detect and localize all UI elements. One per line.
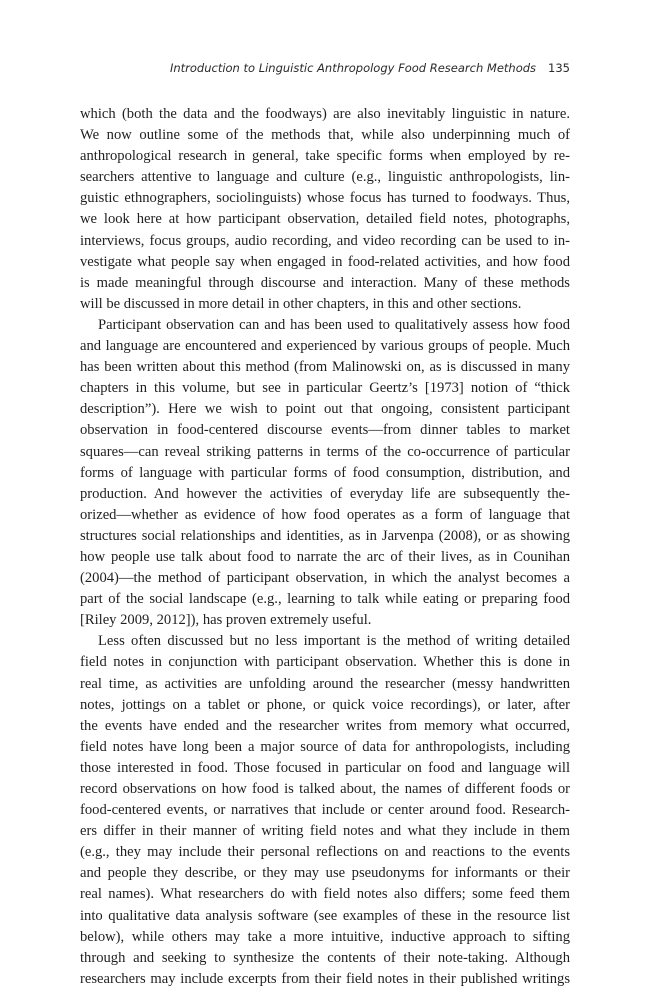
running-head — [80, 60, 570, 76]
text-line: field notes in conjunction with participant observation. Whether this is done in — [80, 654, 570, 671]
paragraph — [80, 631, 570, 990]
text-line: squares—can reveal striking patterns in terms of the co-occurrence of particular — [80, 443, 570, 460]
text-line: has been written about this method (from Malinowski on, as is discussed in many — [80, 359, 570, 376]
text-line: real names). What researchers do with field notes also differs; some feed them — [80, 886, 570, 903]
text-line: guistic ethnographers, sociolinguists) whose focus has turned to foodways. Thus, — [80, 190, 570, 207]
text-line: part of the social landscape (e.g., learning to talk while eating or preparing food — [80, 591, 570, 608]
text-line: the events have ended and the researcher writes from memory what occurred, — [80, 717, 570, 734]
text-line: food-centered events, or narratives that include or center around food. Research- — [80, 802, 570, 819]
text-line: is made meaningful through discourse and interaction. Many of these methods — [80, 274, 570, 291]
text-line: through and seeking to synthesize the contents of their note-taking. Although — [80, 949, 570, 966]
text-line: how people use talk about food to narrate the arc of their lives, as in Counihan — [80, 548, 570, 565]
text-line: (2004)—the method of participant observation, in which the analyst becomes a — [80, 570, 570, 587]
text-line: We now outline some of the methods that, while also underpinning much of — [80, 127, 570, 144]
running-head-title: Introduction to Linguistic Anthropology Food Research Methods — [169, 61, 537, 75]
text-line: real time, as activities are unfolding around the researcher (messy handwritten — [80, 675, 570, 692]
body-text — [80, 104, 570, 990]
text-line: anthropological research in general, take specific forms when employed by re- — [80, 148, 570, 165]
text-line: we look here at how participant observation, detailed field notes, photographs, — [80, 211, 570, 228]
text-line: record observations on how food is talked about, the names of different foods or — [80, 781, 570, 797]
text-line: into qualitative data analysis software (see examples of these in the resource list — [80, 907, 570, 924]
paragraph — [80, 104, 570, 315]
text-line: Participant observation can and has been used to qualitatively assess how food — [98, 316, 570, 333]
text-line: notes, jottings on a tablet or phone, or quick voice recordings), or later, after — [80, 696, 570, 713]
text-line: below), while others may take a more intuitive, inductive approach to sifting — [80, 928, 570, 945]
page-number: 135 — [548, 61, 570, 75]
text-line: vestigate what people say when engaged in food-related activities, and how food — [80, 253, 570, 270]
text-line: forms of language with particular forms of food consumption, distribution, and — [80, 464, 570, 481]
text-line: orized—whether as evidence of how food operates as a form of language that — [80, 506, 570, 523]
text-line: those interested in food. Those focused in particular on food and language will — [80, 759, 570, 776]
text-line: which (both the data and the foodways) are also inevitably linguistic in nature. — [80, 106, 570, 122]
text-line: ers differ in their manner of writing field notes and what they include in them — [80, 823, 570, 840]
paragraph — [80, 315, 570, 631]
text-line: production. And however the activities of everyday life are subsequently the- — [80, 485, 570, 502]
text-line: [Riley 2009, 2012]), has proven extremely useful. — [80, 612, 372, 629]
text-line: chapters in this volume, but see in particular Geertz’s [1973] notion of “thick — [80, 380, 570, 397]
text-line: Less often discussed but no less important is the method of writing detailed — [98, 633, 570, 650]
text-line: and people they describe, or they may use pseudonyms for informants or their — [80, 865, 570, 882]
text-line: and language are encountered and experienced by various groups of people. Much — [80, 338, 570, 355]
text-line: will be discussed in more detail in other chapters, in this and other sections. — [80, 295, 522, 312]
text-line: field notes have long been a major source of data for anthropologists, including — [80, 738, 570, 755]
text-line: description”). Here we wish to point out that ongoing, consistent participant — [80, 401, 570, 418]
text-line: interviews, focus groups, audio recording, and video recording can be used to in- — [80, 232, 570, 249]
text-line: (e.g., they may include their personal reflections on and reactions to the events — [80, 844, 570, 861]
text-line: observation in food-centered discourse events—from dinner tables to market — [80, 422, 570, 439]
text-line: searchers attentive to language and culture (e.g., linguistic anthropologists, lin- — [80, 169, 570, 186]
text-line: researchers may include excerpts from their field notes in their published writings — [80, 970, 570, 987]
text-line: structures social relationships and identities, as in Jarvenpa (2008), or as showing — [80, 527, 570, 544]
